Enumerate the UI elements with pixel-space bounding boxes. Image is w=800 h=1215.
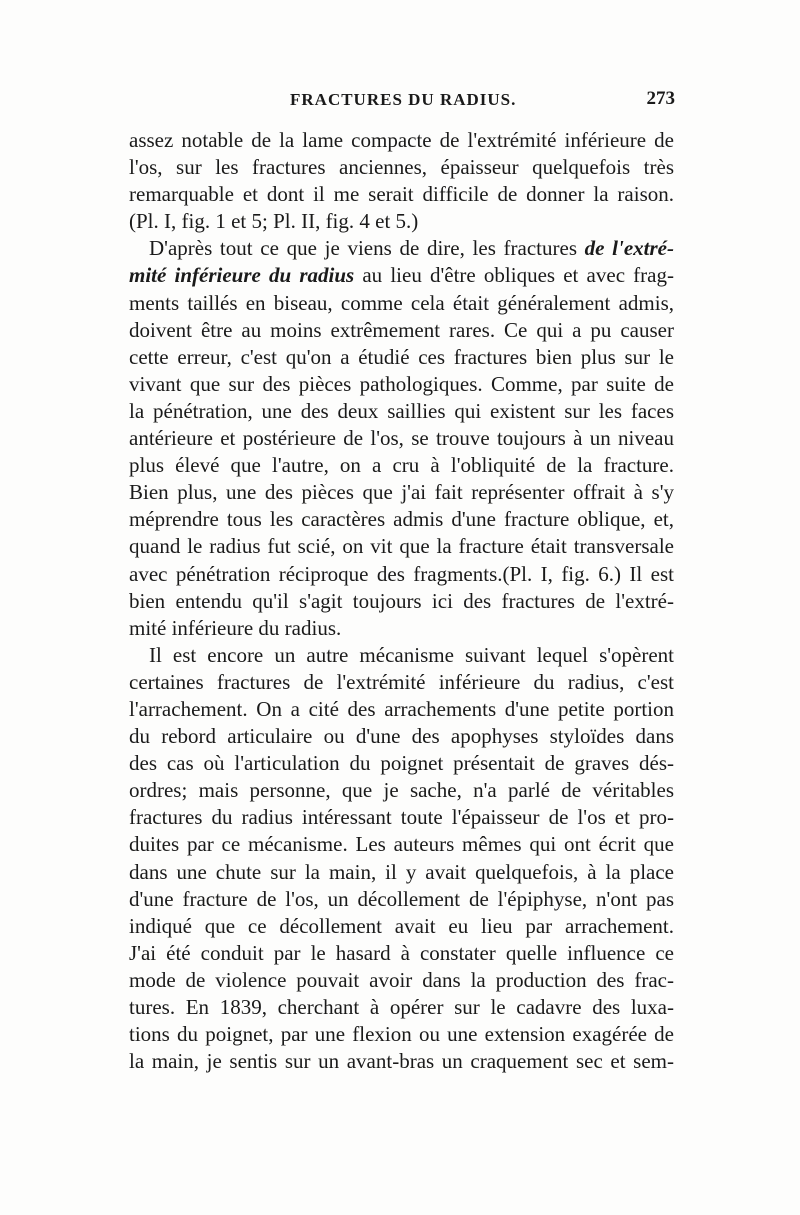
paragraph-start-line	[129, 235, 674, 262]
italic-text-run: de l'extré-	[584, 236, 674, 261]
text-line: indiqué que ce décollement avait eu lieu par arrachement.	[129, 913, 674, 938]
text-line: assez notable de la lame compacte de l'extrémité inférieure de	[129, 128, 674, 152]
text-line: doivent être au moins extrêmement rares. Ce qui a pu causer	[129, 317, 674, 342]
text-line: mité inférieure du radius.	[129, 615, 342, 640]
running-title: FRACTURES DU RADIUS.	[290, 90, 517, 109]
text-run: au lieu d'être obliques et avec frag-	[354, 263, 674, 288]
text-line: bien entendu qu'il s'agit toujours ici des fractures de l'extré-	[129, 588, 674, 613]
text-line: tures. En 1839, cherchant à opérer sur le cadavre des luxa-	[129, 995, 674, 1019]
text-line: tions du poignet, par une flexion ou une extension exagérée de	[129, 1022, 674, 1047]
text-line: avec pénétration réciproque des fragments.(Pl. I, fig. 6.) Il est	[129, 561, 674, 586]
text-line: J'ai été conduit par le hasard à constater quelle influence ce	[129, 940, 674, 965]
text-line: la pénétration, une des deux saillies qui existent sur les faces	[129, 398, 674, 423]
text-line: d'une fracture de l'os, un décollement de l'épiphyse, n'ont pas	[129, 886, 674, 911]
text-line: quand le radius fut scié, on vit que la fracture était transversale	[129, 534, 674, 559]
text-line: plus élevé que l'autre, on a cru à l'obliquité de la fracture.	[129, 453, 674, 478]
text-line: des cas où l'articulation du poignet présentait de graves dés-	[129, 751, 674, 776]
page-number: 273	[646, 88, 675, 109]
running-head	[130, 90, 675, 120]
text-line: vivant que sur des pièces pathologiques. Comme, par suite de	[129, 371, 674, 396]
text-line: méprendre tous les caractères admis d'une fracture oblique, et,	[129, 507, 674, 532]
text-line: certaines fractures de l'extrémité inférieure du radius, c'est	[129, 669, 674, 694]
text-line: dans une chute sur la main, il y avait quelquefois, à la place	[129, 859, 674, 884]
text-line: ments taillés en biseau, comme cela était généralement admis,	[129, 290, 674, 315]
body-text	[129, 127, 674, 1075]
italic-text-run: mité inférieure du radius	[129, 263, 355, 288]
text-line	[129, 262, 674, 289]
text-line: ordres; mais personne, que je sache, n'a parlé de véritables	[129, 778, 674, 803]
text-line: duites par ce mécanisme. Les auteurs mêmes qui ont écrit que	[129, 832, 674, 857]
text-line: l'os, sur les fractures anciennes, épaisseur quelquefois très	[129, 155, 674, 180]
text-line: fractures du radius intéressant toute l'épaisseur de l'os et pro-	[129, 805, 674, 830]
text-line: mode de violence pouvait avoir dans la production des frac-	[129, 967, 674, 992]
text-run: D'après tout ce que je viens de dire, les fractures	[149, 236, 585, 261]
text-line: (Pl. I, fig. 1 et 5; Pl. II, fig. 4 et 5.)	[129, 209, 419, 234]
text-line: du rebord articulaire ou d'une des apophyses styloïdes dans	[129, 724, 674, 749]
text-line: l'arrachement. On a cité des arrachements d'une petite portion	[129, 696, 674, 721]
text-line: cette erreur, c'est qu'on a étudié ces fractures bien plus sur le	[129, 344, 674, 369]
paragraph-start-line: Il est encore un autre mécanisme suivant lequel s'opèrent	[149, 642, 674, 667]
text-line: remarquable et dont il me serait difficile de donner la raison.	[129, 182, 674, 207]
text-line: Bien plus, une des pièces que j'ai fait représenter offrait à s'y	[129, 480, 674, 505]
text-line: antérieure et postérieure de l'os, se trouve toujours à un niveau	[129, 426, 674, 451]
text-line: la main, je sentis sur un avant-bras un craquement sec et sem-	[129, 1049, 674, 1074]
